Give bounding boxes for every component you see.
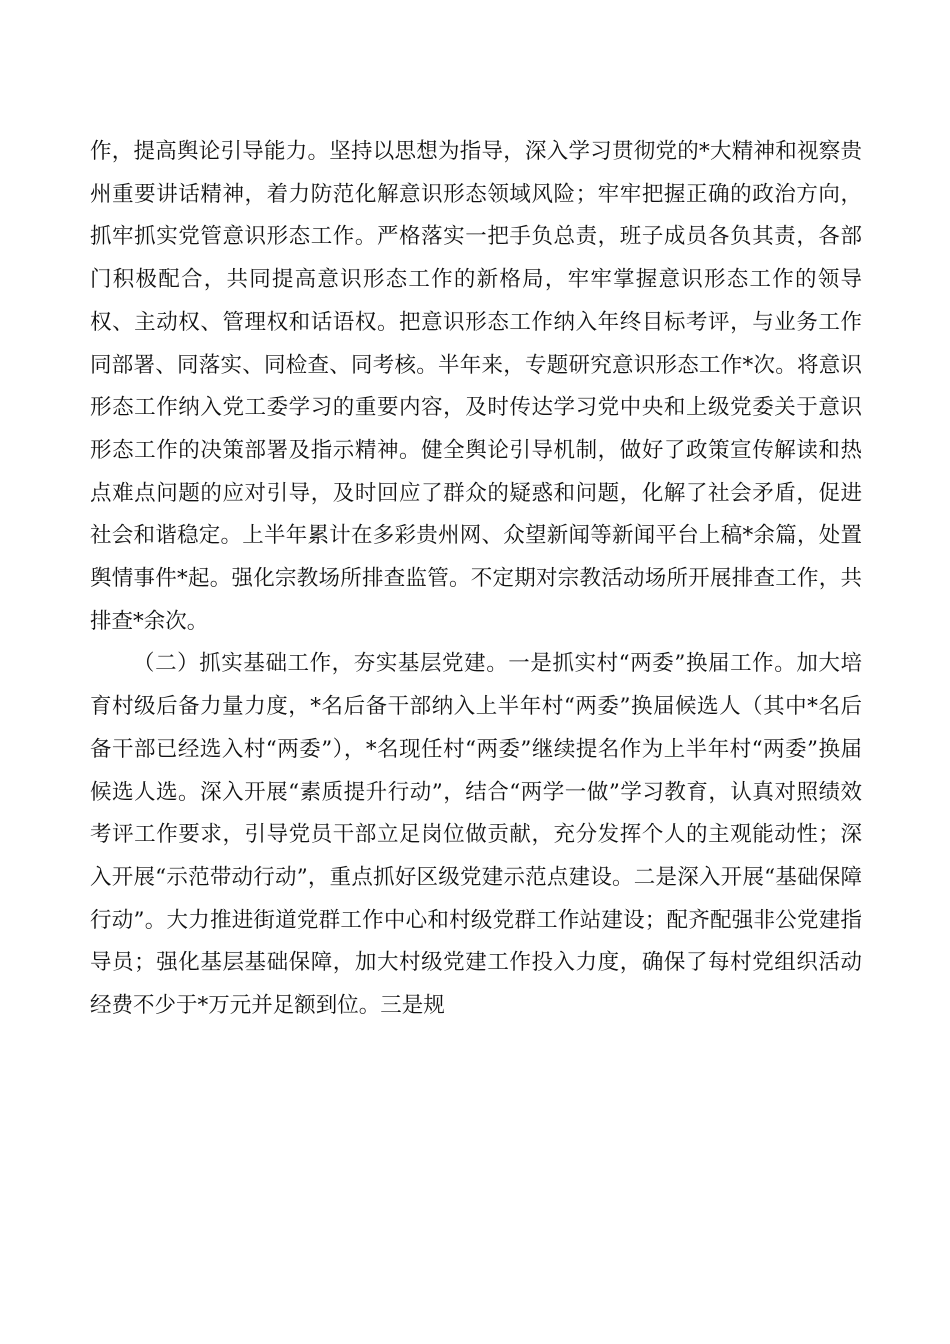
document-page	[90, 131, 862, 1028]
body-paragraph-2: （二）抓实基础工作，夯实基层党建。一是抓实村“两委”换届工作。加大培育村级后备力量力度，*名后备干部纳入上半年村“两委”换届候选人（其中*名后备干部已经选入村“两委”），*名现任村“两委”继续提名作为上半年村“两委”换届候选人选。深入开展“素质提升行动”，结合“两学一做”学习教育，认真对照绩效考评工作要求，引导党员干部立足岗位做贡献，充分发挥个人的主观能动性；深入开展“示范带动行动”，重点抓好区级党建示范点建设。二是深入开展“基础保障行动”。大力推进街道党群工作中心和村级党群工作站建设；配齐配强非公党建指导员；强化基层基础保障，加大村级党建工作投入力度，确保了每村党组织活动经费不少于*万元并足额到位。三是规	[90, 651, 862, 1019]
body-paragraph-1: 作，提高舆论引导能力。坚持以思想为指导，深入学习贯彻党的*大精神和视察贵州重要讲话精神，着力防范化解意识形态领域风险；牢牢把握正确的政治方向，抓牢抓实党管意识形态工作。严格落实一把手负总责，班子成员各负其责，各部门积极配合，共同提高意识形态工作的新格局，牢牢掌握意识形态工作的领导权、主动权、管理权和话语权。把意识形态工作纳入年终目标考评，与业务工作同部署、同落实、同检查、同考核。半年来，专题研究意识形态工作*次。将意识形态工作纳入党工委学习的重要内容，及时传达学习党中央和上级党委关于意识形态工作的决策部署及指示精神。健全舆论引导机制，做好了政策宣传解读和热点难点问题的应对引导，及时回应了群众的疑惑和问题，化解了社会矛盾，促进社会和谐稳定。上半年累计在多彩贵州网、众望新闻等新闻平台上稿*余篇，处置舆情事件*起。强化宗教场所排查监管。不定期对宗教活动场所开展排查工作，共排查*余次。	[90, 139, 862, 634]
